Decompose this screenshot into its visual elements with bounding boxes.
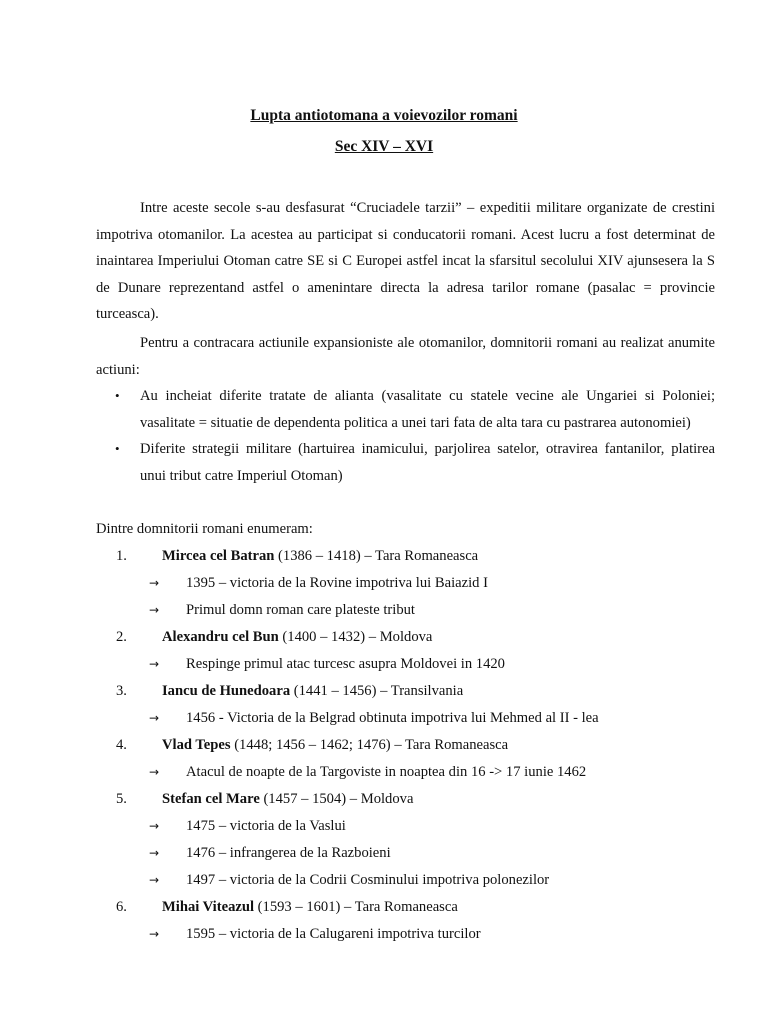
event-text: Respinge primul atac turcesc asupra Moldovei in 1420: [186, 656, 505, 672]
bullet-dot-icon: •: [115, 441, 120, 456]
ruler-event: [0, 840, 768, 867]
ruler-name: Mircea cel Batran: [162, 548, 275, 564]
ruler-name: Alexandru cel Bun: [162, 629, 279, 645]
rulers-intro: Dintre domnitorii romani enumeram:: [96, 521, 313, 537]
ruler-number: 1.: [116, 548, 127, 564]
ruler-item: [0, 678, 768, 705]
ruler-line: [162, 732, 508, 759]
bullet-dot-icon: •: [115, 388, 120, 403]
event-text: 1475 – victoria de la Vaslui: [186, 818, 346, 834]
paragraph-intro: Intre aceste secole s-au desfasurat “Cruciadele tarzii” – expeditii militare organizate de crestini impotriva otomanilor. La acestea au participat si conducatorii romani. Acest lucru a fost determinat de inaintarea Imperiului Otoman catre SE si C Europei astfel incat la sfarsitul secolului XIV ajunsesera la S de Dunare reprezentand astfel o amenintare directa la adresa tarilor romane (pasalac = provincie turceasca).: [96, 200, 715, 322]
event-text: 1456 - Victoria de la Belgrad obtinuta impotriva lui Mehmed al II - lea: [186, 710, 599, 726]
ruler-name: Vlad Tepes: [162, 737, 231, 753]
ruler-detail: (1448; 1456 – 1462; 1476) – Tara Romaneasca: [230, 737, 509, 753]
ruler-item: [0, 543, 768, 570]
ruler-event: [0, 705, 768, 732]
ruler-line: [162, 543, 478, 570]
ruler-number: 3.: [116, 683, 127, 699]
document-subtitle: Sec XIV – XVI: [334, 138, 434, 155]
arrow-right-icon: →: [149, 846, 160, 860]
ruler-event: [0, 759, 768, 786]
ruler-detail: (1593 – 1601) – Tara Romaneasca: [254, 899, 458, 915]
ruler-item: [0, 624, 768, 651]
ruler-event: [0, 921, 768, 948]
rulers-list: [0, 543, 768, 948]
ruler-number: 6.: [116, 899, 127, 915]
ruler-number: 4.: [116, 737, 127, 753]
arrow-right-icon: →: [149, 927, 160, 941]
bullet-item: [96, 436, 715, 489]
bullet-text: Au incheiat diferite tratate de alianta (vasalitate cu statele vecine ale Ungariei si Poloniei; vasalitate = situatie de dependenta politica a unei tari fata de alta tara cu pastrarea autonomiei): [140, 388, 715, 431]
ruler-line: [162, 624, 432, 651]
paragraph-actions: Pentru a contracara actiunile expansioniste ale otomanilor, domnitorii romani au realizat anumite actiuni:: [96, 335, 715, 378]
ruler-detail: (1400 – 1432) – Moldova: [278, 629, 433, 645]
ruler-event: [0, 651, 768, 678]
ruler-event: [0, 597, 768, 624]
arrow-right-icon: →: [149, 576, 160, 590]
ruler-detail: (1441 – 1456) – Transilvania: [290, 683, 464, 699]
arrow-right-icon: →: [149, 765, 160, 779]
ruler-event: [0, 867, 768, 894]
ruler-item: [0, 786, 768, 813]
ruler-number: 2.: [116, 629, 127, 645]
ruler-detail: (1386 – 1418) – Tara Romaneasca: [274, 548, 479, 564]
arrow-right-icon: →: [149, 873, 160, 887]
event-text: 1497 – victoria de la Codrii Cosminului impotriva polonezilor: [186, 872, 550, 888]
event-text: 1476 – infrangerea de la Razboieni: [186, 845, 391, 861]
ruler-name: Iancu de Hunedoara: [162, 683, 291, 699]
ruler-number: 5.: [116, 791, 127, 807]
arrow-right-icon: →: [149, 657, 160, 671]
ruler-event: [0, 813, 768, 840]
arrow-right-icon: →: [149, 603, 160, 617]
ruler-line: [162, 678, 463, 705]
document-title: Lupta antiotomana a voievozilor romani: [250, 107, 518, 124]
arrow-right-icon: →: [149, 711, 160, 725]
ruler-line: [162, 894, 458, 921]
actions-bullet-list: [96, 383, 715, 489]
event-text: Atacul de noapte de la Targoviste in noaptea din 16 -> 17 iunie 1462: [186, 764, 587, 780]
event-text: 1595 – victoria de la Calugareni impotriva turcilor: [186, 926, 481, 942]
ruler-event: [0, 570, 768, 597]
ruler-item: [0, 732, 768, 759]
bullet-item: [96, 383, 715, 436]
ruler-name: Mihai Viteazul: [162, 899, 255, 915]
event-text: Primul domn roman care plateste tribut: [186, 602, 415, 618]
ruler-item: [0, 894, 768, 921]
ruler-line: [162, 786, 413, 813]
arrow-right-icon: →: [149, 819, 160, 833]
ruler-detail: (1457 – 1504) – Moldova: [259, 791, 414, 807]
ruler-name: Stefan cel Mare: [162, 791, 260, 807]
bullet-text: Diferite strategii militare (hartuirea inamicului, parjolirea satelor, otravirea fantanilor, platirea unui tribut catre Imperiul Otoman): [140, 441, 715, 484]
event-text: 1395 – victoria de la Rovine impotriva lui Baiazid I: [186, 575, 488, 591]
